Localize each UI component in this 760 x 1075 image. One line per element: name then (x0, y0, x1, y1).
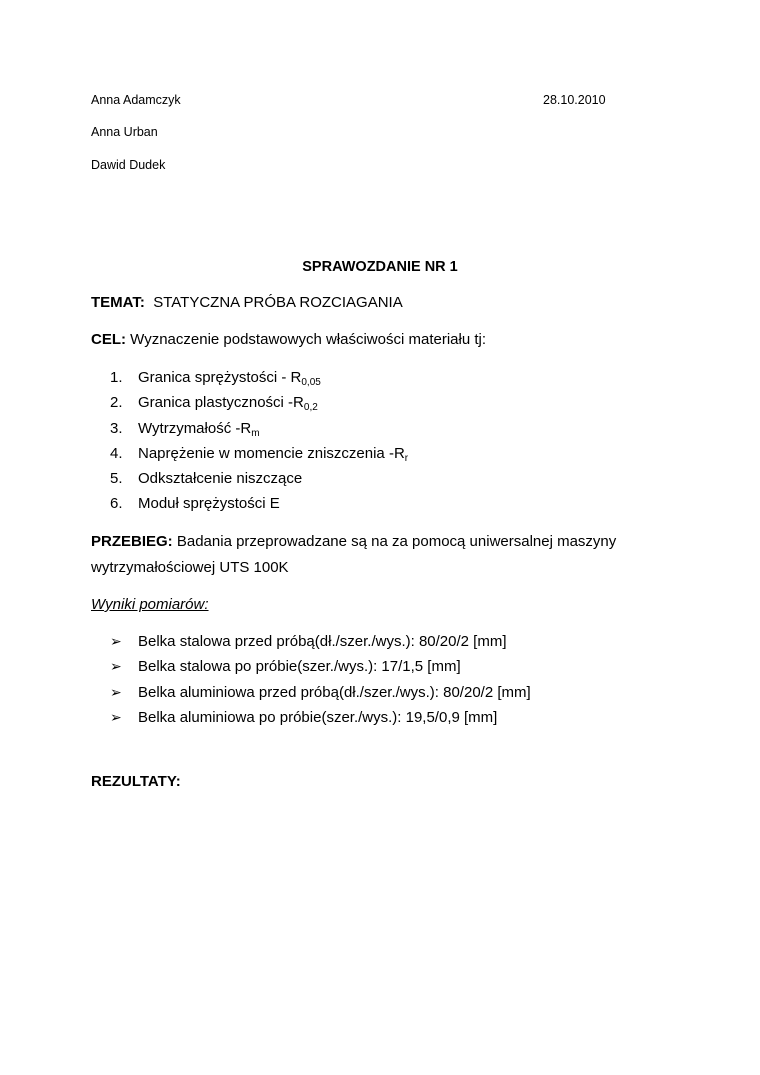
arrow-bullet-icon: ➢ (110, 685, 122, 701)
rezultaty-label: REZULTATY: (91, 773, 181, 790)
arrow-bullet-icon: ➢ (110, 634, 122, 650)
goal-number: 6. (110, 495, 123, 512)
cel-text: Wyznaczenie podstawowych właściwości materiału tj: (130, 331, 487, 348)
goal-text: Granica sprężystości - R (138, 369, 302, 386)
goal-number: 5. (110, 470, 123, 487)
author-name: Anna Urban (91, 125, 158, 139)
goal-text: Granica plastyczności -R (138, 394, 304, 411)
goal-subscript: r (404, 453, 409, 464)
goal-item (110, 420, 260, 438)
measurement-item (110, 658, 461, 676)
przebieg-label: PRZEBIEG: (91, 533, 173, 550)
rezultaty-heading (91, 773, 181, 791)
measurement-text: Belka stalowa przed próbą(dł./szer./wys.): 80/20/2 [mm] (138, 633, 507, 650)
goal-text: Wytrzymałość -R (138, 420, 252, 437)
goal-number: 2. (110, 394, 123, 411)
measurement-item (110, 633, 507, 651)
goal-item (110, 445, 408, 463)
przebieg-line-continued: wytrzymałościowej UTS 100K (91, 559, 289, 576)
author-name: Dawid Dudek (91, 158, 166, 172)
goal-item (110, 369, 321, 387)
report-title: SPRAWOZDANIE NR 1 (302, 259, 458, 275)
measurement-item (110, 709, 497, 727)
goal-item (110, 394, 318, 412)
cel-line (91, 331, 486, 349)
temat-line (91, 294, 403, 312)
goal-number: 4. (110, 445, 123, 462)
goal-text: Odkształcenie niszczące (138, 470, 303, 487)
goal-number: 3. (110, 420, 123, 437)
goal-text: Moduł sprężystości E (138, 495, 280, 512)
goal-item (110, 470, 302, 488)
cel-label: CEL: (91, 331, 126, 348)
temat-label: TEMAT: (91, 294, 145, 311)
goal-item (110, 495, 280, 513)
przebieg-line (91, 533, 616, 551)
measurement-text: Belka stalowa po próbie(szer./wys.): 17/1,5 [mm] (138, 658, 461, 675)
temat-text: STATYCZNA PRÓBA ROZCIAGANIA (153, 294, 403, 311)
measurement-text: Belka aluminiowa przed próbą(dł./szer./wys.): 80/20/2 [mm] (138, 684, 531, 701)
goal-subscript: 0,05 (301, 377, 321, 388)
przebieg-text: Badania przeprowadzane są na za pomocą uniwersalnej maszyny (176, 533, 617, 550)
goal-subscript: m (251, 428, 260, 439)
results-heading: Wyniki pomiarów: (91, 596, 209, 613)
goal-number: 1. (110, 369, 123, 386)
goal-text: Naprężenie w momencie zniszczenia -R (138, 445, 405, 462)
measurement-item (110, 684, 531, 702)
measurement-text: Belka aluminiowa po próbie(szer./wys.): 19,5/0,9 [mm] (138, 709, 498, 726)
goal-subscript: 0,2 (303, 402, 318, 413)
arrow-bullet-icon: ➢ (110, 710, 122, 726)
report-date: 28.10.2010 (543, 93, 606, 107)
arrow-bullet-icon: ➢ (110, 659, 122, 675)
author-name: Anna Adamczyk (91, 93, 181, 107)
